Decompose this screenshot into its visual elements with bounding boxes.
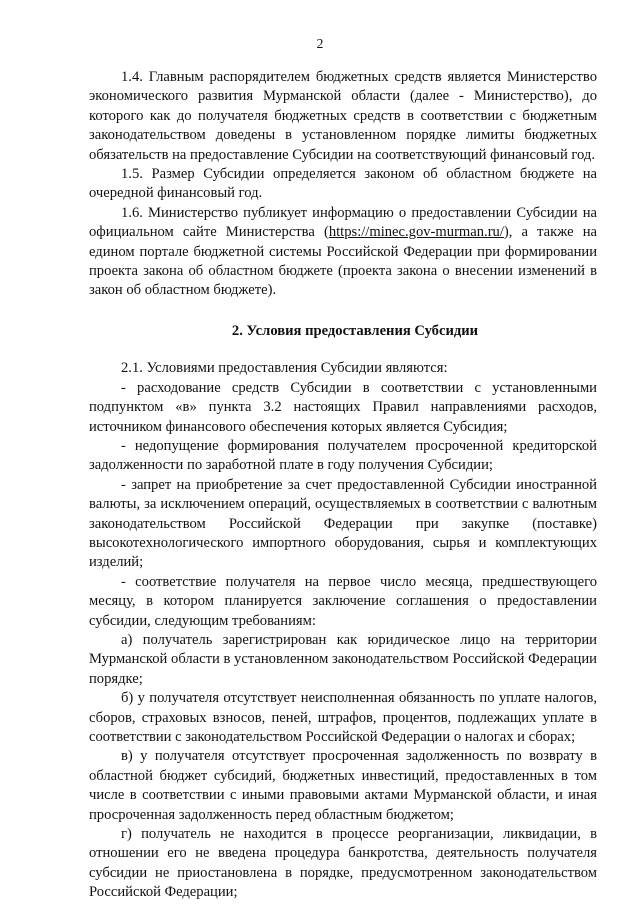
condition-item: - недопущение формирования получателем просроченной кредиторской задолженности по заработной плате в году получения Субсидии;	[89, 437, 597, 474]
requirement-item: б) у получателя отсутствует неисполненная обязанность по уплате налогов, сборов, страховых взносов, пеней, штрафов, процентов, подлежащих уплате в соответствии с законодательством Российской Федерации о налогах и сборах;	[89, 690, 597, 745]
requirement-item: в) у получателя отсутствует просроченная задолженность по возврату в областной бюджет субсидий, бюджетных инвестиций, предоставленных в том числе в соответствии с иными правовыми актами Мурманской области, и иная просроченная задолженность перед областным бюджетом;	[89, 748, 597, 823]
paragraph-1-5: 1.5. Размер Субсидии определяется законом об областном бюджете на очередной финансовый год.	[89, 166, 597, 202]
paragraph-1-6-text-after: ), а также на едином портале бюджетной системы Российской Федерации при формировании проекта закона об областном бюджете (проекта закона о внесении изменений в закон об областном бюджете).	[89, 224, 597, 299]
ministry-website-link[interactable]: https://minec.gov-murman.ru/	[328, 224, 504, 241]
paragraph-1-6-text-before: 1.6. Министерство публикует информацию о предоставлении Субсидии на официальном сайте Министерства (	[89, 204, 597, 241]
requirement-item: г) получатель не находится в процессе реорганизации, ликвидации, в отношении его не введена процедура банкротства, деятельность получателя субсидии не приостановлена в порядке, предусмотренном законодательством Российской Федерации;	[89, 826, 597, 901]
condition-item: - расходование средств Субсидии в соответствии с установленными подпунктом «в» пункта 3.2 настоящих Правил направлениями расходов, источником финансового обеспечения которых является Субсидия;	[89, 379, 597, 435]
page-number: 2	[316, 36, 324, 51]
paragraph-1-6	[89, 204, 597, 301]
condition-item: - соответствие получателя на первое число месяца, предшествующего месяцу, в котором планируется заключение соглашения о предоставлении субсидии, следующим требованиям:	[89, 573, 597, 629]
section-heading: 2. Условия предоставления Субсидии	[231, 322, 479, 339]
condition-item: - запрет на приобретение за счет предоставленной Субсидии иностранной валюты, за исключением операций, осуществляемых в соответствии с валютным законодательством Российской Федерации при закупке (поставке) высокотехнологического импортного оборудования, сырья и комплектующих изделий;	[89, 476, 597, 571]
paragraph-2-1: 2.1. Условиями предоставления Субсидии являются:	[121, 360, 448, 377]
requirement-item: а) получатель зарегистрирован как юридическое лицо на территории Мурманской области в установленном законодательством Российской Федерации порядке;	[89, 631, 597, 687]
paragraph-1-4: 1.4. Главным распорядителем бюджетных средств является Министерство экономического развития Мурманской области (далее - Министерство), до которого как до получателя бюджетных средств в соответствии с бюджетным законодательством доведены в установленном порядке лимиты бюджетных обязательств на предоставление Субсидии на соответствующий финансовый год.	[89, 69, 597, 163]
document-body	[89, 68, 597, 903]
